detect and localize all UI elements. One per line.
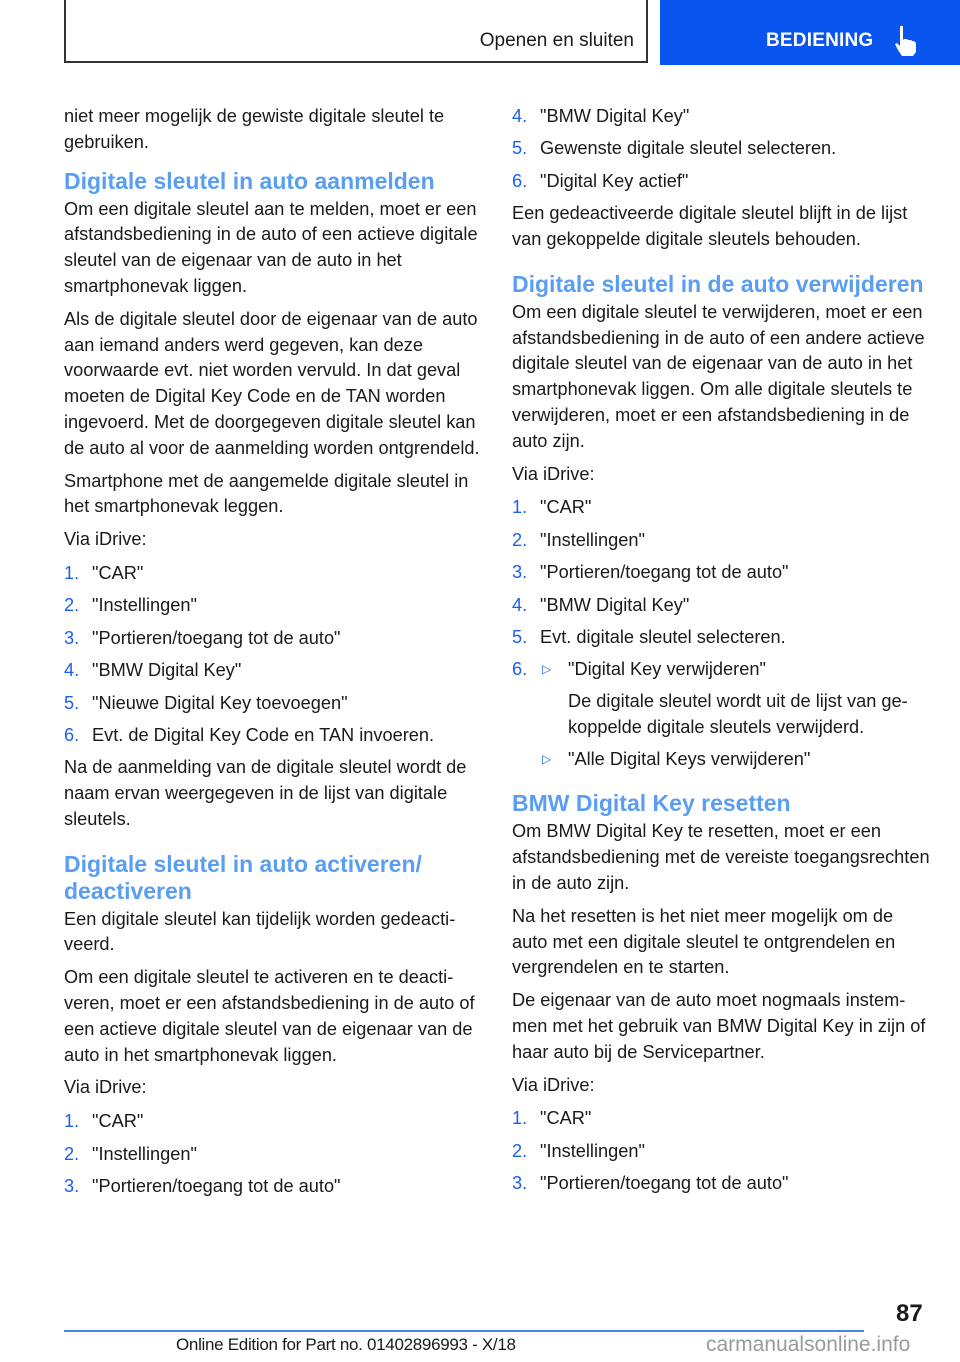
pointing-hand-icon (895, 26, 917, 56)
step-text: "Digital Key actief" (540, 170, 689, 191)
via-idrive-label: Via iDrive: (64, 529, 147, 550)
step-text: Evt. digitale sleutel selecteren. (540, 626, 786, 647)
paragraph: Een digitale sleutel kan tijdelijk worden gedeactiveerd. (64, 908, 456, 955)
sub-option (540, 747, 930, 773)
step-number: 4. (512, 106, 528, 126)
list-item (64, 1142, 482, 1168)
step-number: 5. (512, 138, 528, 159)
list-item (64, 561, 482, 587)
paragraph: Als de digitale sleutel door de eigenaar van de auto aan iemand anders werd gegeven, kan deze voorwaarde evt. niet worden vervuld. In dat geval moeten de Digital Key Code en de TAN worden ingevoerd. Met de doorgegeven digitale sleutel kan de auto al voor de aanmelding worden ontgrendeld. (64, 308, 480, 458)
via-idrive-label: Via iDrive: (512, 1074, 595, 1095)
list-item (64, 626, 482, 652)
list-item (512, 1171, 930, 1197)
step-number: 2. (64, 595, 80, 616)
paragraph: Smartphone met de aangemelde digitale sleutel in het smartphonevak leggen. (64, 470, 469, 517)
step-number: 6. (512, 170, 528, 191)
step-number: 1. (512, 497, 528, 518)
paragraph: Na de aanmelding van de digitale sleutel wordt de naam ervan weergegeven in de lijst van digitale sleutels. (64, 757, 467, 829)
step-text: Evt. de Digital Key Code en TAN invoeren. (92, 724, 435, 745)
heading-aanmelden: Digitale sleutel in auto aanmelden (64, 167, 435, 194)
step-number: 2. (64, 1143, 80, 1164)
step-text: "Instellingen" (92, 595, 197, 616)
list-item (512, 1139, 930, 1165)
step-number: 6. (64, 724, 80, 745)
step-text: "Nieuwe Digital Key toevoegen" (92, 692, 348, 713)
chapter-title: Openen en sluiten (479, 30, 634, 51)
list-item (512, 657, 930, 772)
step-number: 4. (512, 594, 528, 615)
step-number: 5. (64, 692, 80, 713)
steps-list-aanmelden (64, 561, 482, 749)
step-text: "Instellingen" (540, 529, 645, 550)
step-text: "CAR" (92, 562, 144, 583)
step-number: 3. (512, 562, 528, 583)
left-column (64, 104, 482, 1206)
list-item (512, 593, 930, 619)
header-chapter-box (64, 0, 648, 63)
list-item (512, 169, 930, 195)
page-number: 87 (896, 1300, 923, 1327)
step-number: 1. (64, 1111, 80, 1132)
heading-resetten: BMW Digital Key resetten (512, 790, 791, 817)
list-item (512, 528, 930, 554)
footer-divider (64, 1330, 864, 1332)
paragraph: Om een digitale sleutel te verwijderen, moet er een afstandsbediening in de auto of een andere actieve digitale sleutel van de eigenaar van de auto in het smartphonevak liggen. Om alle digitale sleutels te verwijderen, moet er een afstandsbediening in de auto zijn. (512, 301, 925, 451)
list-item (64, 658, 482, 684)
step-text: "Portieren/toegang tot de auto" (92, 627, 341, 648)
edition-text: Online Edition for Part no. 01402896993 - X/18 (176, 1335, 516, 1354)
step-text: "Portieren/toegang tot de auto" (540, 1173, 789, 1194)
step-number: 5. (512, 626, 528, 647)
step-text: Gewenste digitale sleutel selecteren. (540, 138, 837, 159)
steps-list-verwijderen (512, 495, 930, 772)
step-text: "Instellingen" (92, 1143, 197, 1164)
step-text: "Portieren/toegang tot de auto" (92, 1176, 341, 1197)
step-text: "Instellingen" (540, 1140, 645, 1161)
steps-list-resetten (512, 1106, 930, 1197)
step-number: 2. (512, 1140, 528, 1161)
section-title: BEDIENING (766, 30, 874, 51)
header-section-tab (660, 0, 960, 65)
step-number: 4. (64, 660, 80, 681)
triangle-bullet-icon: ▷ (542, 751, 552, 766)
list-item (512, 1106, 930, 1132)
triangle-bullet-icon: ▷ (542, 662, 552, 677)
list-item (512, 625, 930, 651)
list-item (64, 723, 482, 749)
list-item (512, 136, 930, 162)
step-text: "CAR" (540, 1108, 592, 1129)
paragraph: De eigenaar van de auto moet nogmaals instemmen met het gebruik van BMW Digital Key in zijn of haar auto bij de Servicepartner. (512, 990, 926, 1062)
heading-activeren: Digitale sleutel in auto activeren/ deactiveren (64, 850, 422, 904)
intro-text: niet meer mogelijk de gewiste digitale sleutel te gebruiken. (64, 106, 445, 152)
step-text: "Portieren/toegang tot de auto" (540, 562, 789, 583)
step-number: 3. (512, 1173, 528, 1194)
step-number: 2. (512, 529, 528, 550)
step-number: 3. (64, 1176, 80, 1197)
option-text: "Alle Digital Keys verwijderen" (568, 748, 811, 769)
list-item (64, 593, 482, 619)
paragraph: Na het resetten is het niet meer mogelijk om de auto met een digitale sleutel te ontgrendelen en vergrendelen en te starten. (512, 905, 896, 978)
paragraph: Om een digitale sleutel te activeren en te deactiveren, moet er een afstandsbediening in de auto of een actieve digitale sleutel van de eigenaar van de auto in het smartphonevak liggen. (64, 967, 475, 1065)
list-item (64, 1174, 482, 1200)
step-text: "BMW Digital Key" (540, 594, 690, 615)
list-item (512, 104, 930, 130)
list-item (64, 691, 482, 717)
step-number: 1. (64, 562, 80, 583)
via-idrive-label: Via iDrive: (512, 463, 595, 484)
option-text: "Digital Key verwijderen" (568, 659, 766, 680)
step-text: "CAR" (92, 1111, 144, 1132)
list-item (64, 1109, 482, 1135)
via-idrive-label: Via iDrive: (64, 1077, 147, 1098)
sub-option (540, 657, 930, 683)
paragraph: Om BMW Digital Key te resetten, moet er een afstandsbediening met de vereiste toegangsrechten in de auto zijn. (512, 821, 930, 894)
option-note: De digitale sleutel wordt uit de lijst van gekoppelde digitale sleutels verwijderd. (568, 691, 908, 737)
step-text: "CAR" (540, 497, 592, 518)
steps-list-activeren (64, 1109, 482, 1200)
paragraph: Een gedeactiveerde digitale sleutel blijft in de lijst van gekoppelde digitale sleutels behouden. (512, 203, 908, 249)
step-number: 3. (64, 627, 80, 648)
step-number: 1. (512, 1108, 528, 1129)
paragraph: Om een digitale sleutel aan te melden, moet er een afstandsbediening in de auto of een actieve digitale sleutel van de eigenaar van de auto in het smartphonevak liggen. (64, 198, 478, 296)
steps-list-activeren-cont (512, 104, 930, 195)
step-number: 6. (512, 659, 528, 680)
list-item (512, 560, 930, 586)
list-item (512, 495, 930, 521)
step-text: "BMW Digital Key" (92, 660, 242, 681)
right-column (512, 104, 930, 1204)
heading-verwijderen: Digitale sleutel in de auto verwijderen (512, 270, 924, 297)
step-text: "BMW Digital Key" (540, 106, 690, 126)
watermark-link[interactable]: carmanualsonline.info (706, 1333, 911, 1356)
